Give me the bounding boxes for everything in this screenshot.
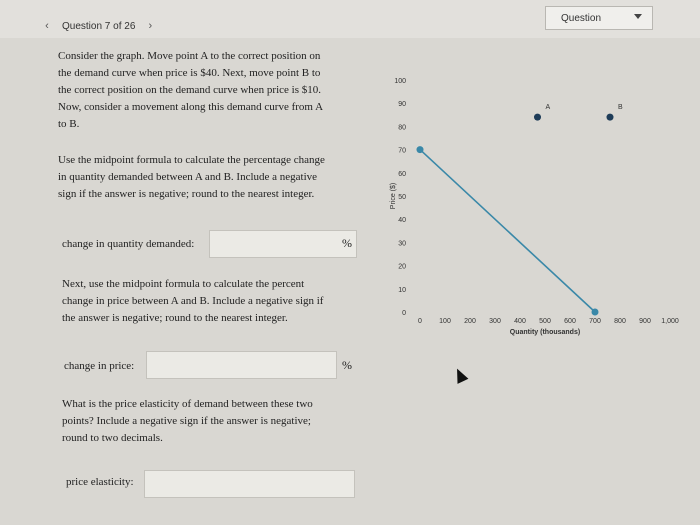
price-percent-unit: % [342,358,352,372]
elasticity-question-text: What is the price elasticity of demand between these two points? Include a negative sign if the answer is negative; round to two decimals. [62,398,313,444]
point-b[interactable] [607,114,614,121]
x-tick-label: 1,000 [661,318,679,325]
question-counter: Question 7 of 26 [62,20,136,32]
y-tick-label: 70 [398,147,406,155]
x-tick-label: 500 [539,318,551,325]
quantity-percent-unit: % [342,236,352,250]
y-tick-label: 0 [402,310,406,317]
price-change-label: change in price: [64,360,135,372]
y-tick-label: 40 [398,217,406,225]
y-tick-label: 80 [398,124,406,132]
y-tick-label: 100 [394,78,406,85]
demand-curve-endpoint [417,146,424,153]
point-a[interactable] [534,114,541,121]
instructions-paragraph: Consider the graph. Move point A to the correct position on the demand curve when price is $40. Next, move point B to the correct position on the demand curve when price is $10. Now, consider a movement along this demand curve from A to B. [58,50,324,130]
y-tick-label: 60 [398,170,406,178]
y-tick-label: 20 [398,263,406,271]
y-tick-label: 50 [398,194,406,201]
quantity-question-text: Use the midpoint formula to calculate the percentage change in quantity demanded between A and B. Include a negative sign if the answer is negative; round to the nearest integer. [58,154,325,200]
x-tick-label: 400 [514,318,526,325]
x-tick-label: 0 [418,318,422,325]
question-menu-label: Question [561,12,602,24]
x-axis-label: Quantity (thousands) [509,329,581,336]
price-question-text: Next, use the midpoint formula to calculate the percent change in price between A and B. Include a negative sign if the answer is negative; round to the nearest integer. [62,278,324,324]
x-tick-label: 700 [589,318,601,325]
x-tick-label: 200 [464,318,476,325]
y-tick-label: 90 [398,101,406,109]
point-label-a: A [545,104,551,112]
point-label-b: B [618,104,623,112]
chevron-left-icon[interactable]: ‹ [45,20,49,32]
x-tick-label: 100 [439,318,451,325]
demand-curve-endpoint [592,309,599,316]
quantity-change-label: change in quantity demanded: [62,238,195,250]
x-tick-label: 800 [614,318,626,325]
x-tick-label: 300 [489,318,501,325]
y-tick-label: 30 [398,240,406,248]
x-tick-label: 600 [564,318,576,325]
x-tick-label: 900 [639,318,651,325]
y-axis-label: Price ($) [390,182,397,210]
elasticity-label: price elasticity: [66,476,134,488]
y-tick-label: 10 [398,286,406,294]
demand-curve-line [420,150,595,312]
chevron-right-icon[interactable]: › [148,20,153,32]
